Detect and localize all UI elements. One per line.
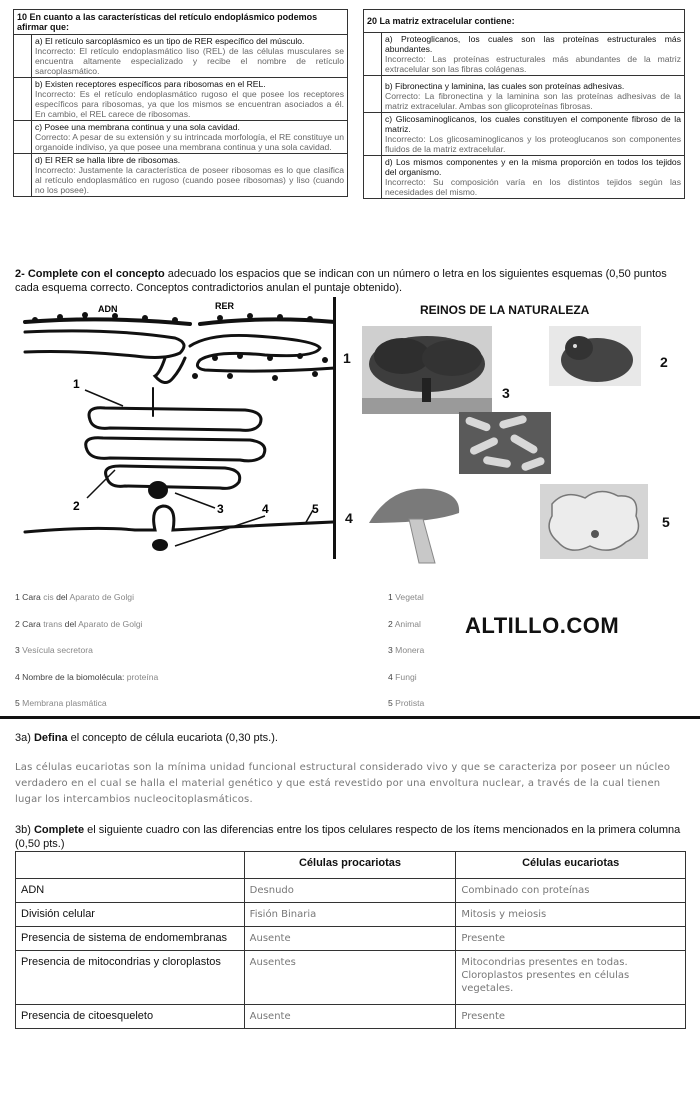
kingdom-number-2: 2: [660, 354, 668, 370]
option-b: b) Existen receptores específicos para ribosomas en el REL. Incorrecto: Es el retículo endoplasmático rugoso el que posee los receptores específicos para ribosomas, ya que los mismos se encuentran asociados a él. En cambio, el REL carece de ribosomas.: [32, 78, 348, 121]
option-c: c) Glicosaminoglicanos, los cuales constituyen el componente fibroso de la matriz. Incorrecto: Los glicosaminoglicanos y los proteoglucanos son componentes fluidos de la matriz extracelular.: [382, 113, 685, 156]
section-2-instructions: 2- Complete con el concepto adecuado los espacios que se indican con un número o letra en los siguientes esquemas (0,50 puntos cada esquema correcto. Conceptos contradictorios anulan el puntaje obtenido).: [15, 268, 667, 294]
question-20-header: 20 La matriz extracelular contiene:: [364, 10, 685, 33]
golgi-diagram: [15, 298, 335, 560]
table-row: Presencia de mitocondrias y cloroplastos Ausentes Mitocondrias presentes en todas. Cloroplastos presentes en células vegetales.: [16, 951, 686, 1005]
cell-comparison-table: [15, 851, 686, 1029]
option-a: a) Proteoglicanos, los cuales son las proteínas estructurales más abundantes. Incorrecto: Las proteínas estructurales más abundantes de la matriz extracelular son las fibras colágenas.: [382, 33, 685, 76]
section-3a-prompt: 3a) Defina el concepto de célula eucariota (0,30 pts.).: [15, 732, 278, 744]
answer-right-4: 4 Fungi: [388, 671, 417, 682]
bacteria-image: [459, 412, 551, 474]
answer-right-5: 5 Protista: [388, 698, 425, 708]
answer-right-1: 1 Vegetal: [388, 592, 424, 602]
option-d: d) Los mismos componentes y en la misma proporción en todos los tejidos del organismo. Incorrecto: Su composición varía en los distintos tejidos según las necesidades del mismo.: [382, 156, 685, 199]
kingdom-number-3: 3: [502, 385, 510, 401]
table-row: División celular Fisión Binaria Mitosis y meiosis: [16, 903, 686, 927]
section-3b-prompt: 3b) Complete el siguiente cuadro con las diferencias entre los tipos celulares respecto de los ítems mencionados en la primera columna (0,50 pts.): [15, 824, 681, 850]
question-10-header: 10 En cuanto a las características del retículo endoplásmico podemos afirmar que:: [14, 10, 348, 35]
answers-right: [388, 584, 424, 717]
kingdom-number-4: 4: [345, 510, 353, 526]
header-cell: Células eucariotas: [456, 852, 686, 879]
table-row: ADN Desnudo Combinado con proteínas: [16, 879, 686, 903]
mushroom-image: [361, 483, 466, 565]
watermark: ALTILLO.COM: [465, 613, 620, 638]
question-10-table: [13, 9, 348, 197]
kingdom-number-5: 5: [662, 514, 670, 530]
diagram-divider: [333, 297, 336, 559]
adn-label: ADN: [98, 304, 118, 314]
table-row: Presencia de sistema de endomembranas Ausente Presente: [16, 927, 686, 951]
answer-right-2: 2 Animal: [388, 618, 421, 629]
tree-image: [362, 326, 492, 414]
rer-label: RER: [215, 301, 235, 311]
label-2: 2: [73, 499, 80, 513]
option-a: a) El retículo sarcoplásmico es un tipo de RER específico del músculo. Incorrecto: El retículo endoplasmático liso (REL) de las células musculares se encuentra altamente especializado y recibe el nombre de retículo sarcoplasmático.: [32, 35, 348, 78]
option-b: b) Fibronectina y laminina, las cuales son proteínas adhesivas. Correcto: La fibronectina y la laminina son las proteínas adhesivas de la matriz extracelular. Ambas son glicoproteínas fibrosas.: [382, 76, 685, 113]
answer-left-3: 3 Vesícula secretora: [15, 645, 93, 655]
section-divider: [0, 716, 700, 719]
animal-image: [549, 326, 641, 386]
option-c: c) Posee una membrana continua y una sola cavidad. Correcto: A pesar de su extensión y su intrincada morfología, el RE constituye un organoide indiviso, ya que posee una membrana continua y una sola cavidad.: [32, 121, 348, 154]
label-5: 5: [312, 502, 319, 516]
answer-left-1: 1 Cara cis del Aparato de Golgi: [15, 592, 134, 602]
answers-left: [15, 584, 158, 717]
option-d: d) El RER se halla libre de ribosomas. Incorrecto: Justamente la característica de poseer ribosomas es lo que clasifica al retículo endoplasmático en rugoso (cuando posee ribosomas) y liso (cuando no los posee).: [32, 154, 348, 197]
answer-right-3: 3 Monera: [388, 645, 425, 655]
question-20-table: [363, 9, 685, 199]
section-3a-answer: Las células eucariotas son la mínima unidad funcional estructural considerado vivo y que se caracteriza por poseer un núcleo verdadero en el cual se halla el material genético y que está revestido por una envoltura nuclear, a través de la cual tienen lugar los intercambios nucleocitoplasmáticos.: [15, 762, 671, 805]
answer-left-5: 5 Membrana plasmática: [15, 698, 107, 708]
header-cell: [16, 852, 245, 879]
answer-left-2: 2 Cara trans del Aparato de Golgi: [15, 618, 143, 629]
table-row: Presencia de citoesqueleto Ausente Presente: [16, 1005, 686, 1029]
kingdoms-title: REINOS DE LA NATURALEZA: [420, 303, 590, 317]
label-4: 4: [262, 502, 269, 516]
header-cell: Células procariotas: [244, 852, 456, 879]
label-1: 1: [73, 377, 80, 391]
kingdom-number-1: 1: [343, 350, 351, 366]
amoeba-image: [540, 484, 648, 559]
label-3: 3: [217, 502, 224, 516]
answer-left-4: 4 Nombre de la biomolécula: proteína: [15, 671, 159, 682]
